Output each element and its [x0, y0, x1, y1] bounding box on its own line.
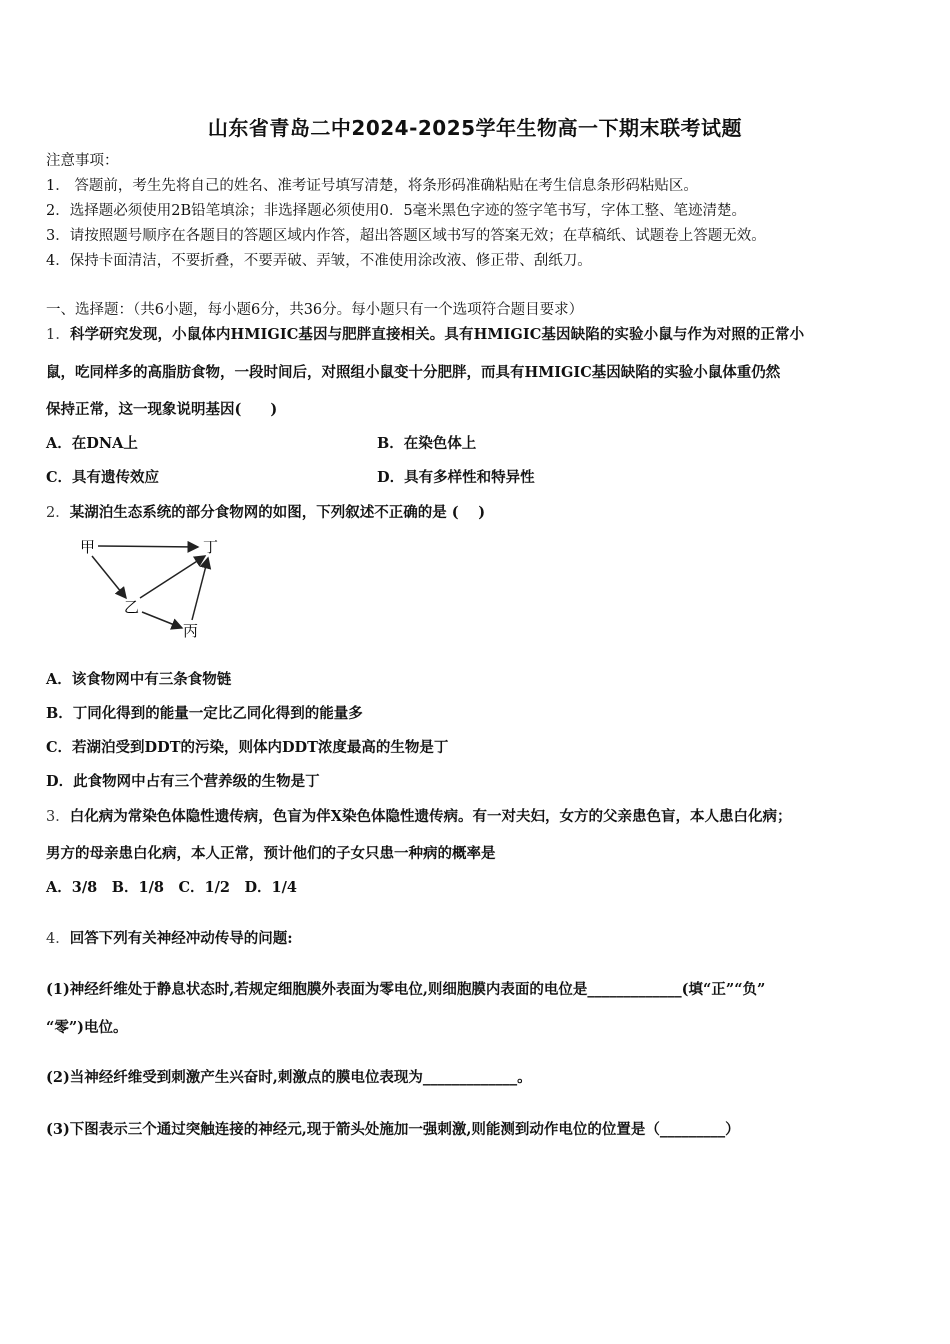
arrow-yi-bing — [142, 612, 182, 628]
question-number: 1． — [46, 327, 70, 343]
question-text: “零”)电位。 — [46, 1019, 128, 1036]
option-d[interactable]: D．具有多样性和特异性 — [377, 469, 535, 486]
question-text: 保持正常，这一现象说明基因( ) — [46, 401, 278, 418]
notice-item: 3．请按照题号顺序在各题目的答题区域内作答，超出答题区域书写的答案无效；在草稿纸、试题卷上答题无效。 — [46, 228, 766, 244]
option-a[interactable]: A．该食物网中有三条食物链 — [46, 671, 232, 688]
options-row[interactable]: A．3/8 B．1/8 C．1/2 D．1/4 — [46, 879, 298, 896]
arrow-jia-yi — [92, 556, 126, 598]
node-bing: 丙 — [183, 622, 199, 640]
section-heading: 一、选择题：（共6小题，每小题6分，共36分。每小题只有一个选项符合题目要求） — [46, 302, 584, 318]
question-2-line — [46, 503, 485, 523]
option-a[interactable]: A．在DNA上 — [46, 435, 138, 452]
question-text: 科学研究发现，小鼠体内HMIGIC基因与肥胖直接相关。具有HMIGIC基因缺陷的实验小鼠与作为对照的正常小 — [69, 326, 805, 343]
notice-item: 4．保持卡面清洁，不要折叠，不要弄破、弄皱，不准使用涂改液、修正带、刮纸刀。 — [46, 253, 592, 269]
option-b[interactable]: B．在染色体上 — [377, 435, 477, 452]
page-title: 山东省青岛二中2024-2025学年生物高一下期末联考试题 — [207, 116, 743, 140]
question-text: 某湖泊生态系统的部分食物网的如图，下列叙述不正确的是 ( ) — [69, 504, 486, 521]
arrow-yi-ding — [140, 556, 205, 598]
notice-item: 1． 答题前，考生先将自己的姓名、准考证号填写清楚，将条形码准确粘贴在考生信息条形码粘贴区。 — [46, 178, 698, 194]
notice-item: 2．选择题必须使用2B铅笔填涂；非选择题必须使用0．5毫米黑色字迹的签字笔书写，字体工整、笔迹清楚。 — [46, 203, 747, 219]
question-number: 3． — [46, 809, 70, 825]
node-ding: 丁 — [203, 538, 219, 556]
question-number: 2． — [46, 505, 70, 521]
question-3-line — [46, 807, 791, 827]
question-4-line — [46, 929, 293, 949]
node-jia: 甲 — [80, 538, 96, 556]
question-text: 鼠，吃同样多的高脂肪食物，一段时间后，对照组小鼠变十分肥胖，而具有HMIGIC基因缺陷的实验小鼠体重仍然 — [46, 364, 781, 381]
option-d[interactable]: D．此食物网中占有三个营养级的生物是丁 — [46, 773, 320, 790]
option-c[interactable]: C．若湖泊受到DDT的污染，则体内DDT浓度最高的生物是丁 — [46, 739, 449, 756]
question-text: (2)当神经纤维受到刺激产生兴奋时,刺激点的膜电位表现为_____________。 — [46, 1069, 532, 1086]
question-text: 白化病为常染色体隐性遗传病，色盲为伴X染色体隐性遗传病。有一对夫妇，女方的父亲患色盲，本人患白化病； — [69, 808, 792, 825]
arrow-bing-ding — [192, 558, 208, 620]
food-web-diagram — [70, 530, 240, 645]
notice-heading: 注意事项： — [46, 153, 119, 169]
question-1-line — [46, 325, 804, 345]
question-text: 男方的母亲患白化病，本人正常，预计他们的子女只患一种病的概率是 — [46, 845, 496, 862]
option-b[interactable]: B．丁同化得到的能量一定比乙同化得到的能量多 — [46, 705, 363, 722]
node-yi: 乙 — [124, 598, 140, 616]
question-text: (3)下图表示三个通过突触连接的神经元,现于箭头处施加一强刺激,则能测到动作电位的位置是（_________） — [46, 1121, 740, 1138]
arrow-jia-ding — [98, 546, 198, 547]
question-number: 4． — [46, 931, 70, 947]
question-text: (1)神经纤维处于静息状态时,若规定细胞膜外表面为零电位,则细胞膜内表面的电位是_____________(填“正”“负” — [46, 981, 766, 998]
option-c[interactable]: C．具有遗传效应 — [46, 469, 160, 486]
question-text: 回答下列有关神经冲动传导的问题: — [69, 930, 293, 947]
